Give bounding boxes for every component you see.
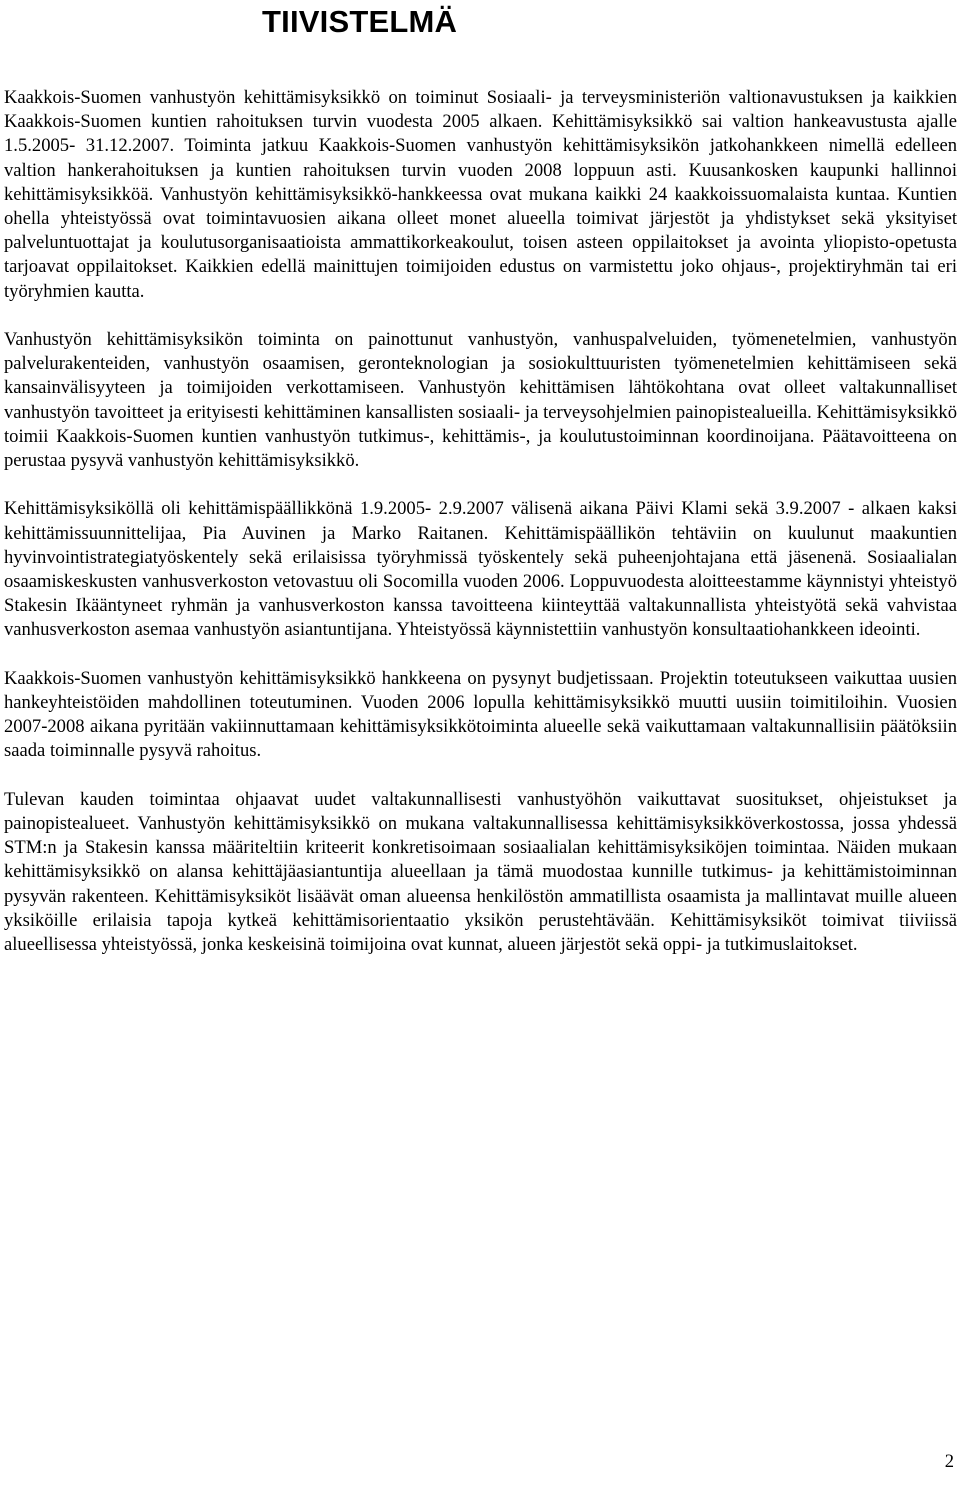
paragraph-1: Kaakkois-Suomen vanhustyön kehittämisyksikkö on toiminut Sosiaali- ja terveysministeriön valtionavustuksen ja kaikkien Kaakkois-Suomen kuntien rahoituksen turvin vuodesta 2005 alkaen. Kehittämisyksikkö sai valtion hankeavustusta ajalle 1.5.2005- 31.12.2007. Toiminta jatkuu Kaakkois-Suomen vanhustyön kehittämisyksikön jatkohankkeen nimellä edelleen valtion hankerahoituksen ja kuntien rahoituksen turvin vuoden 2008 loppuun asti. Kuusankosken kaupunki hallinnoi kehittämisyksikköä. Vanhustyön kehittämisyksikkö-hankkeessa ovat mukana kaikki 24 kaakkoissuomalaista kuntaa. Kuntien ohella yhteistyössä ovat toimintavuosien aikana olleet monet alueella toimivat järjestöt ja yhdistykset sekä yksityiset palveluntuottajat ja koulutusorganisaatioista ammattikorkeakoulut, toisen asteen oppilaitokset ja avointa yliopisto-opetusta tarjoavat oppilaitokset. Kaikkien edellä mainittujen toimijoiden edustus on varmistettu joko ohjaus-, projektiryhmän tai eri työryhmien kautta. [4,87,957,302]
paragraph-4: Kaakkois-Suomen vanhustyön kehittämisyksikkö hankkeena on pysynyt budjetissaan. Projektin toteutukseen vaikuttaa uusien hankeyhteistöiden mahdollinen toteutuminen. Vuoden 2006 lopulla kehittämisyksikkö muutti uusiin toimitiloihin. Vuosien 2007-2008 aikana pyritään vakiinnuttamaan kehittämisyksikkötoiminta alueelle sekä vaikuttamaan valtakunnallisiin päätöksiin saada toiminnalle pysyvä rahoitus. [4,667,957,762]
paragraph-3: Kehittämisyksiköllä oli kehittämispäällikkönä 1.9.2005- 2.9.2007 välisenä aikana Päivi Klami sekä 3.9.2007 - alkaen kaksi kehittämissuunnittelijaa, Pia Auvinen ja Marko Raitanen. Kehittämispäällikön tehtäviin on kuulunut maakuntien hyvinvointistrategiatyöskentely sekä erilaisissa työryhmissä työskentely sekä puheenjohtajana että jäsenenä. Sosiaalialan osaamiskeskusten vanhusverkoston vetovastuu oli Socomilla vuoden 2006. Loppuvuodesta aloitteestamme käynnistyi yhteistyö Stakesin Ikääntyneet ryhmän ja vanhusverkoston kanssa tavoitteena kiinteyttää valtakunnallista yhteistyötä sekä vahvistaa vanhusverkoston asemaa vanhustyön asiantuntijana. Yhteistyössä käynnistettiin vanhustyön konsultaatiohankkeen ideointi. [4,498,957,641]
page-title: TIIVISTELMÄ [262,4,458,39]
paragraph-2: Vanhustyön kehittämisyksikön toiminta on painottunut vanhustyön, vanhuspalveluiden, työmenetelmien, vanhustyön palvelurakenteiden, vanhustyön osaamisen, geronteknologian ja sosiokulttuuristen työmenetelmien kehittämiseen sekä kansainvälisyyteen ja toimijoiden verkottamiseen. Vanhustyön kehittämisen lähtökohtana ovat olleet valtakunnalliset vanhustyön tavoitteet ja erityisesti kehittäminen kansallisten sosiaali- ja terveysohjelmien painopistealueilla. Kehittämisyksikkö toimii Kaakkois-Suomen kuntien vanhustyön tutkimus-, kehittämis-, ja koulutustoiminnan koordinoijana. Päätavoitteena on perustaa pysyvä vanhustyön kehittämisyksikkö. [4,329,957,472]
document-body [4,86,957,981]
paragraph-5: Tulevan kauden toimintaa ohjaavat uudet valtakunnallisesti vanhustyöhön vaikuttavat suositukset, ohjeistukset ja painopistealueet. Vanhustyön kehittämisyksikkö on mukana valtakunnallisessa kehittämisyksikköverkostossa, jossa yhdessä STM:n ja Stakesin kanssa määriteltiin kriteerit konkretisoimaan sosiaalialan kehittämisyksiköjen toimintaa. Näiden mukaan kehittämisyksikkö on alansa kehittäjäasiantuntija alueellaan ja tämä muodostaa kunnille tutkimus- ja kehittämistoiminnan pysyvän rakenteen. Kehittämisyksiköt lisäävät oman alueensa henkilöstön ammatillista osaamista ja mallintavat muille alueen yksiköille erilaisia tapoja kytkeä kehittämisorientaatio yksikön perustehtävään. Kehittämisyksiköt toimivat tiiviissä alueellisessa yhteistyössä, jonka keskeisinä toimijoina ovat kunnat, alueen järjestöt sekä oppi- ja tutkimuslaitokset. [4,788,957,956]
page-number: 2 [944,1451,954,1472]
